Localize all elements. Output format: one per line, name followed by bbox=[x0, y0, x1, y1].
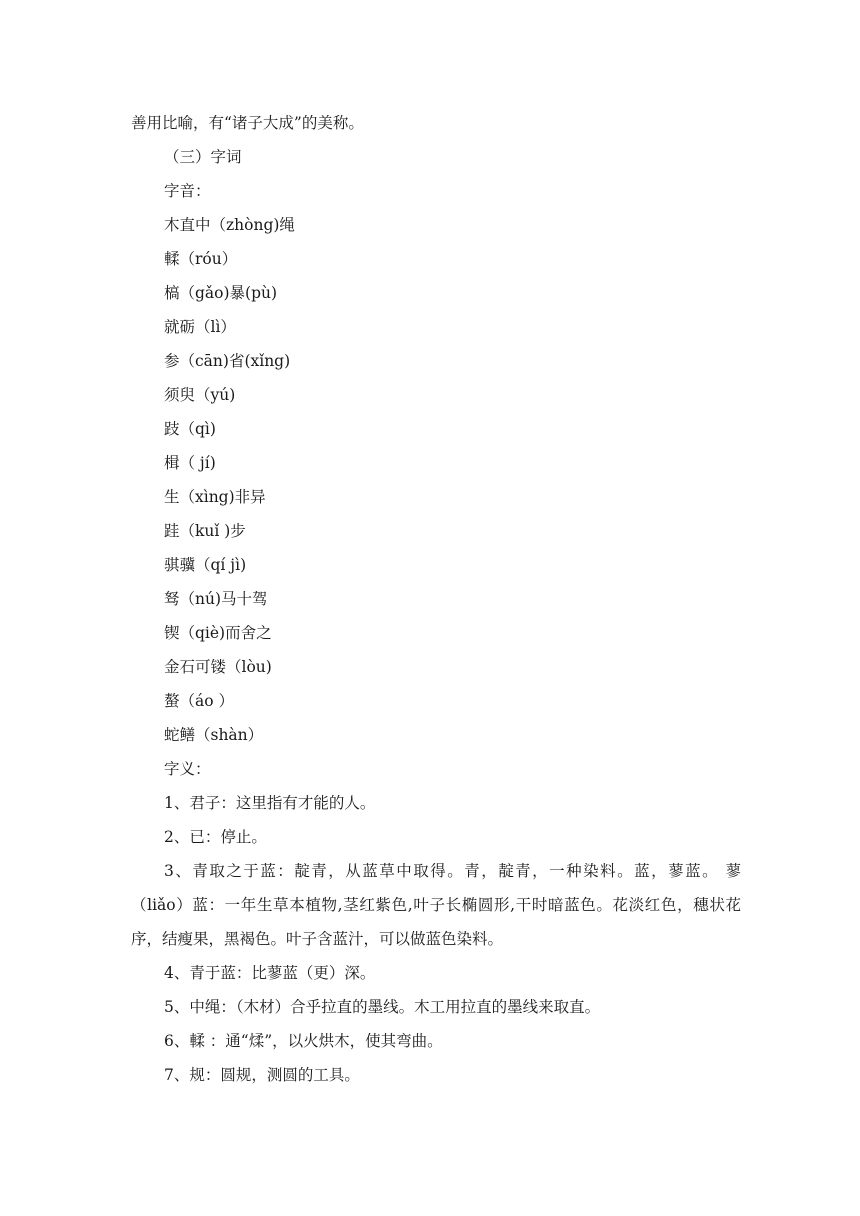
meaning-heading: 字义： bbox=[164, 760, 211, 778]
meaning-item: 2、已：停止。 bbox=[164, 828, 267, 846]
pronunciation-heading: 字音： bbox=[164, 182, 211, 200]
meaning-item: 7、规：圆规，测圆的工具。 bbox=[164, 1066, 360, 1084]
pronunciation-item: 就砺（lì） bbox=[164, 318, 236, 336]
meaning-item: 6、輮 ：通“煣”，以火烘木，使其弯曲。 bbox=[164, 1032, 443, 1050]
meaning-item: 5、中绳：（木材）合乎拉直的墨线。木工用拉直的墨线来取直。 bbox=[164, 998, 601, 1016]
intro-line: 善用比喻，有“诸子大成”的美称。 bbox=[131, 114, 364, 132]
meaning-item: 1、君子：这里指有才能的人。 bbox=[164, 794, 376, 812]
pronunciation-item: 金石可镂（lòu) bbox=[164, 658, 272, 676]
pronunciation-item: 槁（gǎo)暴(pù) bbox=[164, 284, 278, 302]
document-body bbox=[131, 106, 741, 1092]
pronunciation-item: 参（cān)省(xǐng) bbox=[164, 352, 291, 370]
pronunciation-item: 生（xìng)非异 bbox=[164, 488, 266, 506]
pronunciation-item: 锲（qiè)而舍之 bbox=[164, 624, 272, 642]
pronunciation-item: 跂（qì) bbox=[164, 420, 216, 438]
pronunciation-item: 须臾（yú) bbox=[164, 386, 236, 404]
pronunciation-item: 骐骥（qí jì) bbox=[164, 556, 247, 574]
meaning-item-long: 3、青取之于蓝：靛青，从蓝草中取得。青，靛青，一种染料。蓝，蓼蓝。 蓼（liǎo）蓝：一年生草本植物,茎红紫色,叶子长椭圆形,干时暗蓝色。花淡红色，穗状花序，结瘦果，黑褐色。叶子含蓝汁，可以做蓝色染料。 bbox=[131, 862, 741, 948]
pronunciation-item: 驽（nú)马十驾 bbox=[164, 590, 268, 608]
meaning-item: 4、青于蓝：比蓼蓝（更）深。 bbox=[164, 964, 376, 982]
section-heading: （三）字词 bbox=[164, 148, 242, 166]
pronunciation-item: 輮（róu） bbox=[164, 250, 238, 268]
pronunciation-item: 螯（áo ） bbox=[164, 692, 234, 710]
pronunciation-item: 楫（ jí) bbox=[164, 454, 216, 472]
pronunciation-item: 跬（kuǐ )步 bbox=[164, 522, 246, 540]
pronunciation-item: 木直中（zhòng)绳 bbox=[164, 216, 295, 234]
pronunciation-item: 蛇鳝（shàn） bbox=[164, 726, 264, 744]
